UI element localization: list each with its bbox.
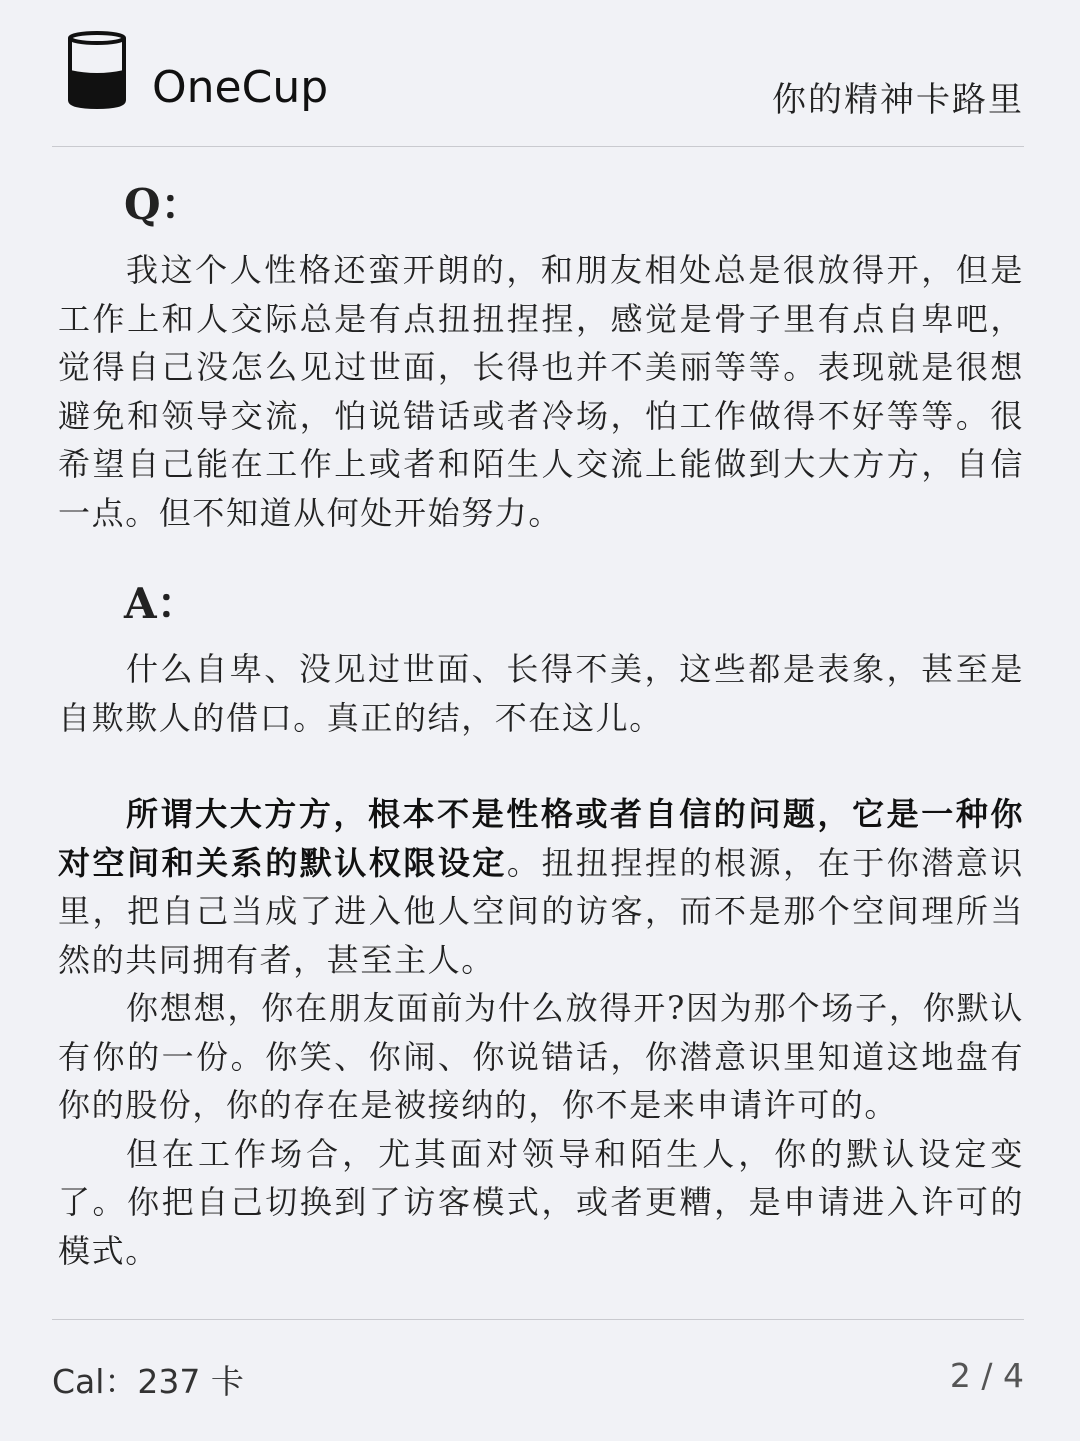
answer-paragraph-1: 什么自卑、没见过世面、长得不美，这些都是表象，甚至是自欺欺人的借口。真正的结，不在这儿。: [58, 650, 1024, 737]
answer-key-statement: 所谓大大方方，根本不是性格或者自信的问题，它是一种你对空间和关系的默认权限设定: [58, 795, 1024, 882]
answer-label: A：: [124, 579, 199, 628]
answer-paragraph-3: 你想想，你在朋友面前为什么放得开?因为那个场子，你默认有你的一份。你笑、你闹、你说错话，你潜意识里知道这地盘有你的股份，你的存在是被接纳的，你不是来申请许可的。: [58, 989, 1024, 1124]
article-content: [58, 170, 1024, 1275]
header: [52, 0, 1024, 147]
question-label: Q：: [124, 180, 203, 229]
answer-paragraph-4: 但在工作场合，尤其面对领导和陌生人，你的默认设定变了。你把自己切换到了访客模式，或者更糟，是申请进入许可的模式。: [58, 1134, 1024, 1270]
answer-paragraph-2-rest: 。扭扭捏捏的根源，在于你潜意识里，把自己当成了进入他人空间的访客，而不是那个空间理所当然的共同拥有者，甚至主人。: [58, 843, 1024, 979]
footer: [52, 1319, 1024, 1441]
tagline: 你的精神卡路里: [772, 80, 1024, 120]
calorie-label: Cal：237 卡: [52, 1362, 244, 1401]
brand-name: OneCup: [152, 62, 329, 113]
question-paragraph: 我这个人性格还蛮开朗的，和朋友相处总是很放得开，但是工作上和人交际总是有点扭扭捏捏，感觉是骨子里有点自卑吧，觉得自己没怎么见过世面，长得也并不美丽等等。表现就是很想避免和领导交流，怕说错话或者冷场，怕工作做得不好等等。很希望自己能在工作上或者和陌生人交流上能做到大大方方，自信一点。但不知道从何处开始努力。: [58, 251, 1024, 532]
answer-paragraph-2: [58, 790, 1024, 984]
cup-icon: [66, 30, 128, 110]
page-indicator: 2 / 4: [949, 1356, 1024, 1395]
